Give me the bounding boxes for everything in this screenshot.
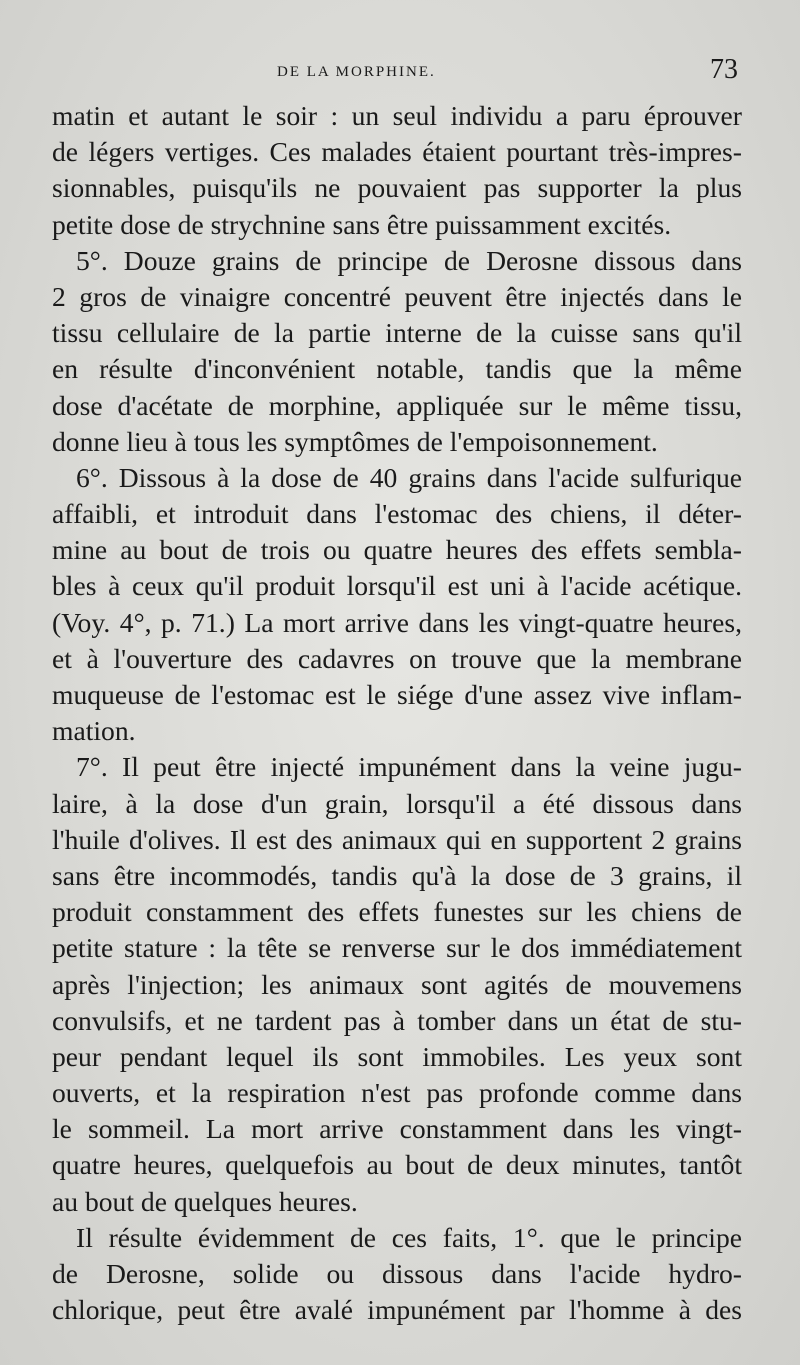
page-number: 73 [710, 54, 738, 85]
text-line: de Derosne, solide ou dissous dans l'acide hydro- [52, 1258, 742, 1289]
text-line: quatre heures, quelquefois au bout de deux minutes, tantôt [52, 1149, 742, 1181]
text-line: (Voy. 4°, p. 71.) La mort arrive dans les vingt-quatre heures, [52, 606, 742, 638]
text-line: affaibli, et introduit dans l'estomac des chiens, il déter- [52, 498, 742, 530]
text-line: dose d'acétate de morphine, appliquée sur le même tissu, [52, 389, 742, 421]
text-line: produit constamment des effets funestes sur les chiens de [52, 896, 742, 928]
text-line: petite stature : la tête se renverse sur le dos immédiatement [52, 932, 742, 964]
text-line: sionnables, puisqu'ils ne pouvaient pas supporter la plus [52, 172, 742, 204]
body-text [52, 98, 742, 1328]
text-line: 5°. Douze grains de principe de Derosne dissous dans [76, 244, 742, 276]
text-line: après l'injection; les animaux sont agités de mouvemens [52, 968, 742, 1000]
text-line: bles à ceux qu'il produit lorsqu'il est uni à l'acide acétique. [52, 570, 742, 602]
page-header [52, 54, 742, 94]
text-line: laire, à la dose d'un grain, lorsqu'il a été dissous dans [52, 787, 742, 819]
text-line: de légers vertiges. Ces malades étaient pourtant très-impres- [52, 136, 742, 168]
text-line: Il résulte évidemment de ces faits, 1°. que le principe [76, 1221, 742, 1253]
text-line: sans être incommodés, tandis qu'à la dose de 3 grains, il [52, 859, 742, 891]
text-line: mine au bout de trois ou quatre heures des effets sembla- [52, 534, 742, 566]
text-line: et à l'ouverture des cadavres on trouve que la membrane [52, 642, 742, 674]
text-line: chlorique, peut être avalé impunément par l'homme à des [52, 1294, 742, 1326]
text-line: l'huile d'olives. Il est des animaux qui en supportent 2 grains [52, 823, 742, 855]
text-line: 6°. Dissous à la dose de 40 grains dans l'acide sulfurique [76, 461, 742, 493]
text-line: muqueuse de l'estomac est le siége d'une assez vive inflam- [52, 679, 742, 710]
text-line: 2 gros de vinaigre concentré peuvent être injectés dans le [52, 280, 742, 312]
text-line: convulsifs, et ne tardent pas à tomber dans un état de stu- [52, 1004, 742, 1036]
running-head: DE LA MORPHINE. [277, 64, 436, 80]
text-line: en résulte d'inconvénient notable, tandis que la même [52, 353, 742, 385]
text-line: mation. [52, 715, 136, 747]
text-line: au bout de quelques heures. [52, 1185, 358, 1217]
text-line: 7°. Il peut être injecté impunément dans la veine jugu- [76, 751, 742, 783]
text-line: donne lieu à tous les symptômes de l'empoisonnement. [52, 425, 658, 457]
text-line: ouverts, et la respiration n'est pas profonde comme dans [52, 1077, 742, 1109]
text-line: le sommeil. La mort arrive constamment dans les vingt- [52, 1113, 742, 1145]
text-line: matin et autant le soir : un seul individu a paru éprouver [52, 100, 742, 131]
text-line: petite dose de strychnine sans être puissamment excités. [52, 208, 672, 240]
text-line: tissu cellulaire de la partie interne de la cuisse sans qu'il [52, 317, 742, 349]
text-line: peur pendant lequel ils sont immobiles. Les yeux sont [52, 1040, 742, 1072]
